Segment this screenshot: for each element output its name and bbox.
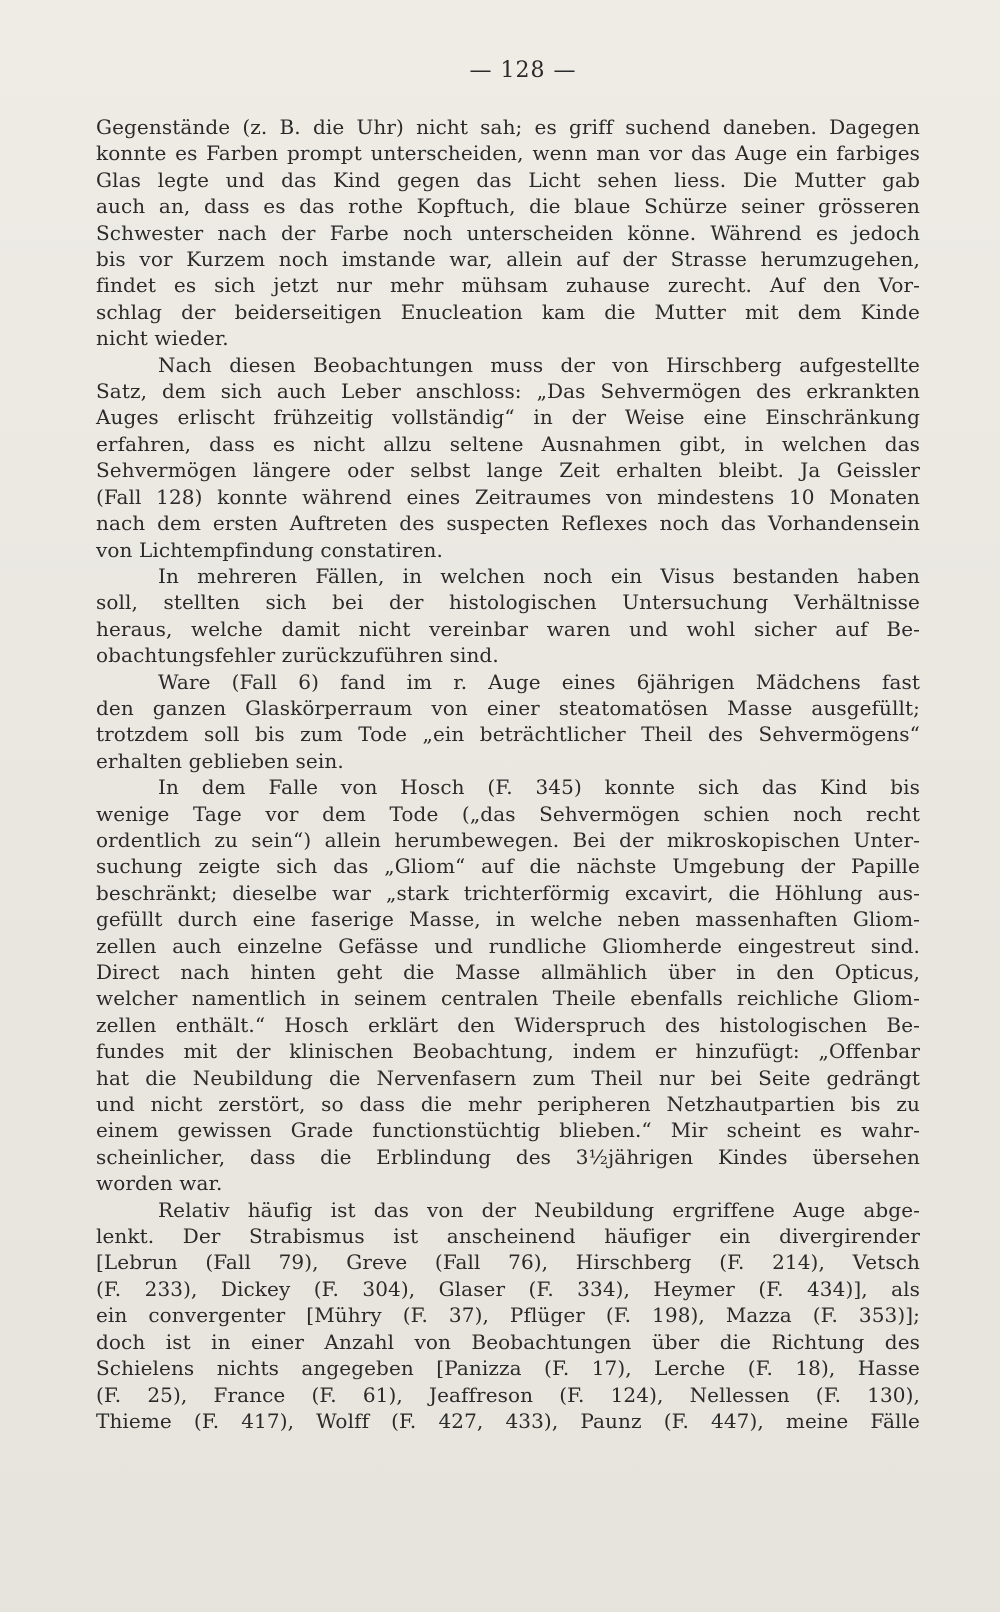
text-line: schlag der beiderseitigen Enucleation kam die Mutter mit dem Kinde xyxy=(96,299,920,324)
text-line: erfahren, dass es nicht allzu seltene Ausnahmen gibt, in welchen das xyxy=(96,431,920,456)
text-line: [Lebrun (Fall 79), Greve (Fall 76), Hirschberg (F. 214), Vetsch xyxy=(96,1250,920,1275)
text-line: auch an, dass es das rothe Kopftuch, die blaue Schürze seiner grösseren xyxy=(96,194,920,219)
text-line: (F. 25), France (F. 61), Jeaffreson (F. 124), Nellessen (F. 130), xyxy=(96,1382,920,1407)
body-text xyxy=(96,114,920,1434)
text-line: beschränkt; dieselbe war „stark trichterförmig excavirt, die Höhlung aus- xyxy=(96,880,920,905)
text-line: heraus, welche damit nicht vereinbar waren und wohl sicher auf Be- xyxy=(96,616,920,641)
text-line: doch ist in einer Anzahl von Beobachtungen über die Richtung des xyxy=(96,1329,920,1354)
text-line: suchung zeigte sich das „Gliom“ auf die nächste Umgebung der Papille xyxy=(96,854,920,879)
text-line: trotzdem soll bis zum Tode „ein beträchtlicher Theil des Sehvermögens“ xyxy=(96,722,920,747)
text-line: Schielens nichts angegeben [Panizza (F. 17), Lerche (F. 18), Hasse xyxy=(96,1356,920,1381)
text-line: einem gewissen Grade functionstüchtig blieben.“ Mir scheint es wahr- xyxy=(96,1118,920,1143)
text-line: Direct nach hinten geht die Masse allmählich über in den Opticus, xyxy=(96,960,920,984)
text-line: ordentlich zu sein“) allein herumbewegen. Bei der mikroskopischen Unter- xyxy=(96,827,920,852)
text-line: Glas legte und das Kind gegen das Licht sehen liess. Die Mutter gab xyxy=(96,167,920,192)
paragraph xyxy=(96,563,920,669)
text-line: Thieme (F. 417), Wolff (F. 427, 433), Paunz (F. 447), meine Fälle xyxy=(96,1408,920,1433)
text-line: wenige Tage vor dem Tode („das Sehvermögen schien noch recht xyxy=(96,801,920,826)
paragraph xyxy=(96,352,920,563)
text-line: worden war. xyxy=(96,1171,223,1196)
text-line: In dem Falle von Hosch (F. 345) konnte sich das Kind bis xyxy=(158,775,920,800)
text-line: fundes mit der klinischen Beobachtung, indem er hinzufügt: „Offenbar xyxy=(96,1039,920,1064)
paragraph xyxy=(96,114,920,352)
text-line: den ganzen Glaskörperraum von einer steatomatösen Masse ausgefüllt; xyxy=(96,695,920,720)
text-line: Gegenstände (z. B. die Uhr) nicht sah; es griff suchend daneben. Dagegen xyxy=(96,115,920,139)
text-line: erhalten geblieben sein. xyxy=(96,748,344,773)
text-line: Sehvermögen längere oder selbst lange Zeit erhalten bleibt. Ja Geissler xyxy=(96,458,920,483)
text-line: lenkt. Der Strabismus ist anscheinend häufiger ein divergirender xyxy=(96,1224,920,1249)
paragraph xyxy=(96,669,920,775)
text-line: Nach diesen Beobachtungen muss der von Hirschberg aufgestellte xyxy=(158,352,920,377)
text-line: Satz, dem sich auch Leber anschloss: „Das Sehvermögen des erkrankten xyxy=(96,379,920,404)
text-line: hat die Neubildung die Nervenfasern zum Theil nur bei Seite gedrängt xyxy=(96,1065,920,1090)
text-line: obachtungsfehler zurückzuführen sind. xyxy=(96,643,499,668)
text-line: (F. 233), Dickey (F. 304), Glaser (F. 334), Heymer (F. 434)], als xyxy=(96,1276,920,1301)
text-line: soll, stellten sich bei der histologischen Untersuchung Verhältnisse xyxy=(96,590,920,615)
text-line: ein convergenter [Mühry (F. 37), Pflüger (F. 198), Mazza (F. 353)]; xyxy=(96,1303,920,1328)
text-line: bis vor Kurzem noch imstande war, allein auf der Strasse herumzugehen, xyxy=(96,247,920,272)
text-line: gefüllt durch eine faserige Masse, in welche neben massenhaften Gliom- xyxy=(96,907,920,932)
page-number: — 128 — xyxy=(469,58,577,83)
paragraph xyxy=(96,774,920,1197)
text-line: von Lichtempfindung constatiren. xyxy=(96,537,443,562)
text-line: Relativ häufig ist das von der Neubildung ergriffene Auge abge- xyxy=(158,1197,920,1222)
text-line: In mehreren Fällen, in welchen noch ein Visus bestanden haben xyxy=(158,563,920,588)
paragraph xyxy=(96,1197,920,1435)
text-line: Schwester nach der Farbe noch unterscheiden könne. Während es jedoch xyxy=(96,220,920,245)
text-line: Ware (Fall 6) fand im r. Auge eines 6jährigen Mädchens fast xyxy=(158,669,920,694)
text-line: und nicht zerstört, so dass die mehr peripheren Netzhautpartien bis zu xyxy=(96,1092,920,1117)
text-line: (Fall 128) konnte während eines Zeitraumes von mindestens 10 Monaten xyxy=(96,484,920,509)
text-line: nach dem ersten Auftreten des suspecten Reflexes noch das Vorhandensein xyxy=(96,511,920,536)
text-line: zellen enthält.“ Hosch erklärt den Widerspruch des histologischen Be- xyxy=(96,1012,920,1037)
text-line: zellen auch einzelne Gefässe und rundliche Gliomherde eingestreut sind. xyxy=(96,933,920,958)
text-line: Auges erlischt frühzeitig vollständig“ in der Weise eine Einschränkung xyxy=(96,405,920,430)
text-line: konnte es Farben prompt unterscheiden, wenn man vor das Auge ein farbiges xyxy=(96,141,920,166)
text-line: nicht wieder. xyxy=(96,326,229,351)
text-line: scheinlicher, dass die Erblindung des 3½jährigen Kindes übersehen xyxy=(96,1144,920,1169)
text-line: welcher namentlich in seinem centralen Theile ebenfalls reichliche Gliom- xyxy=(96,986,920,1011)
text-line: findet es sich jetzt nur mehr mühsam zuhause zurecht. Auf den Vor- xyxy=(96,273,920,298)
